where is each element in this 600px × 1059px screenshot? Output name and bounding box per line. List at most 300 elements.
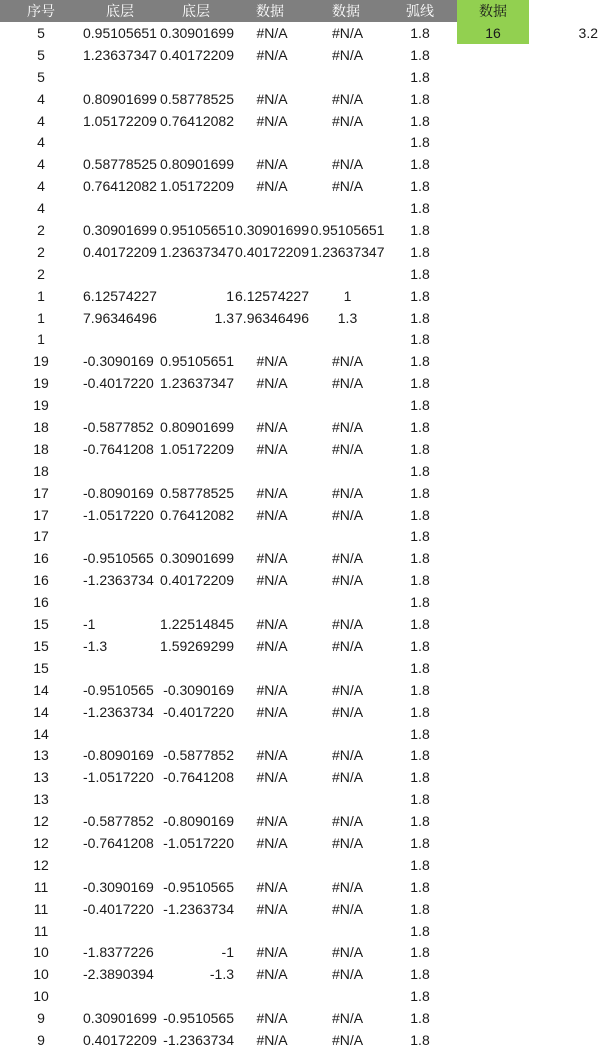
data-value-2[interactable]: #N/A: [331, 747, 364, 764]
base-value-2[interactable]: [158, 66, 234, 88]
base-value-2[interactable]: 1.3: [214, 309, 234, 326]
data-value-2[interactable]: #N/A: [331, 1031, 364, 1048]
data-value-2[interactable]: [310, 788, 385, 810]
base-value-2[interactable]: [158, 131, 234, 153]
row-index[interactable]: 2: [37, 265, 45, 282]
row-index[interactable]: 17: [33, 506, 49, 523]
arc-value[interactable]: 1.8: [410, 331, 430, 348]
data-value-1[interactable]: 0.40172209: [235, 243, 309, 260]
base-value-2[interactable]: -0.5877852: [163, 747, 234, 764]
table-row: [0, 394, 600, 416]
data-value-1[interactable]: [234, 920, 310, 942]
data-value-1[interactable]: #N/A: [256, 747, 288, 764]
data-value-2[interactable]: #N/A: [331, 112, 364, 129]
data-value-1[interactable]: #N/A: [256, 703, 288, 720]
arc-value[interactable]: 1.8: [410, 594, 430, 611]
base-value-1[interactable]: [83, 591, 158, 613]
base-value-2[interactable]: 1.22514845: [160, 616, 234, 633]
data-value-1[interactable]: [234, 657, 310, 679]
arc-value[interactable]: 1.8: [410, 572, 430, 589]
data-value-2[interactable]: #N/A: [331, 90, 364, 107]
base-value-1[interactable]: -0.4017220: [83, 900, 154, 917]
base-value-2[interactable]: 0.40172209: [160, 46, 234, 63]
data-value-1[interactable]: #N/A: [256, 637, 288, 654]
row-index[interactable]: 16: [33, 572, 49, 589]
data-value-1[interactable]: #N/A: [256, 46, 288, 63]
table-row: [0, 898, 600, 920]
data-value-1[interactable]: #N/A: [256, 834, 288, 851]
data-value-2[interactable]: #N/A: [331, 506, 364, 523]
arc-value[interactable]: 1.8: [410, 68, 430, 85]
data-value-2[interactable]: [310, 394, 385, 416]
arc-value[interactable]: 1.8: [410, 397, 430, 414]
base-value-1[interactable]: 1.05172209: [83, 112, 157, 129]
data-value-1[interactable]: #N/A: [256, 156, 288, 173]
base-value-2[interactable]: -0.9510565: [163, 1010, 234, 1027]
base-value-1[interactable]: [83, 788, 158, 810]
data-value-2[interactable]: #N/A: [331, 878, 364, 895]
table-row: [0, 635, 600, 657]
base-value-2[interactable]: 0.95105651: [160, 353, 234, 370]
base-value-2[interactable]: [158, 197, 234, 219]
arc-value[interactable]: 1.8: [410, 134, 430, 151]
data-value-1[interactable]: #N/A: [256, 813, 288, 830]
base-value-2[interactable]: 0.30901699: [160, 550, 234, 567]
data-value-2[interactable]: [310, 460, 385, 482]
base-value-2[interactable]: -0.4017220: [163, 703, 234, 720]
row-index[interactable]: 18: [33, 462, 49, 479]
data-value-1[interactable]: [234, 263, 310, 285]
data-value-2[interactable]: 1: [343, 287, 352, 304]
data-value-1[interactable]: [234, 328, 310, 350]
data-value-1[interactable]: #N/A: [256, 616, 288, 633]
data-value-2[interactable]: [310, 525, 385, 547]
data-value-1[interactable]: #N/A: [256, 112, 288, 129]
base-value-2[interactable]: 0.40172209: [160, 572, 234, 589]
base-value-2[interactable]: 0.58778525: [160, 484, 234, 501]
row-index[interactable]: 11: [33, 878, 49, 895]
data-value-2[interactable]: #N/A: [331, 156, 364, 173]
data-value-2[interactable]: [310, 328, 385, 350]
arc-value[interactable]: 1.8: [410, 550, 430, 567]
row-index[interactable]: 4: [37, 112, 45, 129]
row-index[interactable]: 10: [33, 944, 49, 961]
arc-value[interactable]: 1.8: [410, 287, 430, 304]
row-index[interactable]: 13: [33, 791, 49, 808]
base-value-1[interactable]: -0.7641208: [83, 834, 154, 851]
table-row: [0, 657, 600, 679]
table-row: [0, 1007, 600, 1029]
arc-value[interactable]: 1.8: [410, 353, 430, 370]
row-index[interactable]: 10: [33, 966, 49, 983]
base-value-2[interactable]: [158, 460, 234, 482]
base-value-2[interactable]: 1.23637347: [160, 375, 234, 392]
base-value-2[interactable]: 0.76412082: [160, 506, 234, 523]
row-index[interactable]: 11: [33, 922, 49, 939]
row-index[interactable]: 19: [33, 397, 49, 414]
data-input-value[interactable]: 16: [485, 25, 501, 41]
base-value-1[interactable]: -1.0517220: [83, 769, 154, 786]
table-row: [0, 788, 600, 810]
header-bar: [0, 0, 457, 22]
row-index[interactable]: 12: [33, 813, 49, 830]
base-value-2[interactable]: [158, 263, 234, 285]
base-value-1[interactable]: -0.9510565: [83, 550, 154, 567]
base-value-1[interactable]: [83, 525, 158, 547]
base-value-2[interactable]: [158, 788, 234, 810]
base-value-2[interactable]: -1.3: [209, 966, 234, 983]
base-value-1[interactable]: 1.23637347: [83, 46, 157, 63]
data-value-1[interactable]: #N/A: [256, 878, 288, 895]
arc-value[interactable]: 1.8: [410, 659, 430, 676]
base-value-2[interactable]: [158, 723, 234, 745]
row-index[interactable]: 11: [33, 900, 49, 917]
data-value-1[interactable]: #N/A: [256, 25, 288, 41]
data-value-1[interactable]: #N/A: [256, 769, 288, 786]
row-index[interactable]: 13: [33, 747, 49, 764]
base-value-2[interactable]: 0.58778525: [160, 90, 234, 107]
base-value-1[interactable]: -0.7641208: [83, 440, 154, 457]
header-base-2: 底层: [182, 3, 210, 19]
base-value-1[interactable]: 0.40172209: [83, 243, 157, 260]
data-value-2[interactable]: #N/A: [331, 616, 364, 633]
data-value-1[interactable]: [234, 197, 310, 219]
data-value-2[interactable]: 1.23637347: [310, 243, 385, 260]
data-value-1[interactable]: #N/A: [256, 375, 288, 392]
arc-value[interactable]: 1.8: [410, 922, 430, 939]
base-value-1[interactable]: -0.5877852: [83, 813, 154, 830]
base-value-1[interactable]: -0.5877852: [83, 419, 154, 436]
row-index[interactable]: 1: [37, 287, 45, 304]
data-value-2[interactable]: #N/A: [331, 484, 364, 501]
arc-value[interactable]: 1.8: [410, 440, 430, 457]
arc-value[interactable]: 1.8: [410, 112, 430, 129]
data-value-1[interactable]: [234, 131, 310, 153]
data-value-2[interactable]: #N/A: [331, 681, 364, 698]
arc-value[interactable]: 1.8: [410, 506, 430, 523]
base-value-1[interactable]: -0.8090169: [83, 484, 154, 501]
data-value-2[interactable]: #N/A: [331, 944, 364, 961]
arc-value[interactable]: 1.8: [410, 681, 430, 698]
base-value-1[interactable]: 0.80901699: [83, 90, 157, 107]
row-index[interactable]: 19: [33, 353, 49, 370]
base-value-1[interactable]: [83, 328, 158, 350]
data-value-2[interactable]: [310, 197, 385, 219]
data-value-2[interactable]: #N/A: [331, 769, 364, 786]
data-value-2[interactable]: #N/A: [331, 813, 364, 830]
header-base-1: 底层: [106, 3, 134, 19]
data-value-2[interactable]: [310, 263, 385, 285]
arc-value[interactable]: 1.8: [410, 725, 430, 742]
arc-value[interactable]: 1.8: [410, 90, 430, 107]
arc-value[interactable]: 1.8: [410, 834, 430, 851]
base-value-1[interactable]: 0.95105651: [83, 25, 157, 41]
row-index[interactable]: 12: [33, 834, 49, 851]
data-value-1[interactable]: [234, 723, 310, 745]
data-value-1[interactable]: [234, 460, 310, 482]
arc-value[interactable]: 1.8: [410, 944, 430, 961]
base-value-1[interactable]: -0.3090169: [83, 878, 154, 895]
arc-value[interactable]: 1.8: [410, 1010, 430, 1027]
base-value-2[interactable]: [158, 985, 234, 1007]
base-value-2[interactable]: 1.59269299: [160, 637, 234, 654]
data-value-2[interactable]: #N/A: [331, 966, 364, 983]
base-value-2[interactable]: [158, 591, 234, 613]
arc-value[interactable]: 1.8: [410, 769, 430, 786]
row-index[interactable]: 9: [37, 1031, 45, 1048]
row-index[interactable]: 14: [33, 681, 49, 698]
data-value-2[interactable]: #N/A: [331, 1010, 364, 1027]
arc-value[interactable]: 1.8: [410, 265, 430, 282]
base-value-2[interactable]: -0.7641208: [163, 769, 234, 786]
base-value-2[interactable]: [158, 657, 234, 679]
data-value-2[interactable]: #N/A: [331, 637, 364, 654]
row-index[interactable]: 16: [33, 594, 49, 611]
table-row: [0, 701, 600, 723]
base-value-1[interactable]: -0.8090169: [83, 747, 154, 764]
data-value-1[interactable]: [234, 525, 310, 547]
row-index[interactable]: 18: [33, 440, 49, 457]
base-value-2[interactable]: [158, 525, 234, 547]
base-value-2[interactable]: 1.23637347: [160, 243, 234, 260]
row-index[interactable]: 5: [37, 46, 45, 63]
arc-value[interactable]: 1.8: [410, 419, 430, 436]
table-row: [0, 44, 600, 66]
data-value-2[interactable]: #N/A: [331, 703, 364, 720]
base-value-1[interactable]: -1.0517220: [83, 506, 154, 523]
arc-value[interactable]: 1.8: [410, 637, 430, 654]
data-value-2[interactable]: #N/A: [331, 25, 364, 41]
data-value-2[interactable]: 0.95105651: [310, 222, 385, 239]
data-value-1[interactable]: [234, 788, 310, 810]
data-value-1[interactable]: #N/A: [256, 966, 288, 983]
base-value-2[interactable]: [158, 328, 234, 350]
data-value-1[interactable]: [234, 985, 310, 1007]
base-value-1[interactable]: [83, 131, 158, 153]
base-value-2[interactable]: -1: [221, 944, 234, 961]
data-value-2[interactable]: [310, 985, 385, 1007]
base-value-2[interactable]: 1.05172209: [160, 178, 234, 195]
arc-value[interactable]: 1.8: [410, 1031, 430, 1048]
arc-value[interactable]: 1.8: [410, 243, 430, 260]
row-index[interactable]: 15: [33, 616, 49, 633]
row-index[interactable]: 1: [37, 309, 45, 326]
arc-value[interactable]: 1.8: [410, 222, 430, 239]
base-value-1[interactable]: [83, 394, 158, 416]
base-value-2[interactable]: -1.0517220: [163, 834, 234, 851]
data-value-1[interactable]: #N/A: [256, 681, 288, 698]
base-value-2[interactable]: [158, 394, 234, 416]
base-value-1[interactable]: 0.30901699: [83, 1010, 157, 1027]
base-value-1[interactable]: -2.3890394: [83, 966, 154, 983]
data-value-1[interactable]: #N/A: [256, 1031, 288, 1048]
row-index[interactable]: 12: [33, 856, 49, 873]
data-value-1[interactable]: #N/A: [256, 90, 288, 107]
data-value-1[interactable]: [234, 591, 310, 613]
arc-value[interactable]: 1.8: [410, 813, 430, 830]
arc-value[interactable]: 1.8: [410, 462, 430, 479]
data-value-1[interactable]: #N/A: [256, 572, 288, 589]
arc-value[interactable]: 1.8: [410, 528, 430, 545]
data-value-1[interactable]: [234, 854, 310, 876]
data-value-2[interactable]: #N/A: [331, 900, 364, 917]
arc-value[interactable]: 1.8: [410, 856, 430, 873]
data-value-2[interactable]: [310, 657, 385, 679]
base-value-1[interactable]: 7.96346496: [83, 309, 157, 326]
row-index[interactable]: 15: [33, 659, 49, 676]
row-index[interactable]: 1: [37, 331, 45, 348]
data-value-1[interactable]: [234, 394, 310, 416]
arc-value[interactable]: 1.8: [410, 900, 430, 917]
data-value-2[interactable]: #N/A: [331, 572, 364, 589]
base-value-1[interactable]: -1.3: [83, 637, 108, 654]
row-index[interactable]: 4: [37, 90, 45, 107]
data-value-1[interactable]: #N/A: [256, 419, 288, 436]
data-value-2[interactable]: [310, 723, 385, 745]
data-value-2[interactable]: [310, 591, 385, 613]
base-value-2[interactable]: 0.80901699: [160, 156, 234, 173]
row-index[interactable]: 2: [37, 222, 45, 239]
row-index[interactable]: 19: [33, 375, 49, 392]
table-row: [0, 372, 600, 394]
arc-value[interactable]: 1.8: [410, 988, 430, 1005]
arc-value[interactable]: 1.8: [410, 747, 430, 764]
base-value-1[interactable]: 0.58778525: [83, 156, 157, 173]
data-value-1[interactable]: 7.96346496: [235, 309, 309, 326]
data-value-2[interactable]: #N/A: [331, 419, 364, 436]
data-value-2[interactable]: #N/A: [331, 46, 364, 63]
row-index[interactable]: 15: [33, 637, 49, 654]
arc-value[interactable]: 1.8: [410, 791, 430, 808]
row-index[interactable]: 17: [33, 484, 49, 501]
data-value-1[interactable]: [234, 66, 310, 88]
data-value-2[interactable]: #N/A: [331, 178, 364, 195]
base-value-2[interactable]: -1.2363734: [163, 1031, 234, 1048]
base-value-1[interactable]: [83, 920, 158, 942]
arc-value[interactable]: 1.8: [410, 616, 430, 633]
base-value-2[interactable]: 1.05172209: [160, 440, 234, 457]
arc-value[interactable]: 1.8: [410, 375, 430, 392]
data-value-1[interactable]: #N/A: [256, 440, 288, 457]
data-value-1[interactable]: #N/A: [256, 506, 288, 523]
data-value-2[interactable]: [310, 66, 385, 88]
arc-value[interactable]: 1.8: [410, 156, 430, 173]
data-value-1[interactable]: #N/A: [256, 353, 288, 370]
base-value-1[interactable]: -1.8377226: [83, 944, 154, 961]
data-value-1[interactable]: #N/A: [256, 484, 288, 501]
row-index[interactable]: 4: [37, 134, 45, 151]
base-value-1[interactable]: [83, 657, 158, 679]
data-value-2[interactable]: 1.3: [337, 309, 358, 326]
table-row: [0, 350, 600, 372]
base-value-1[interactable]: 0.40172209: [83, 1031, 157, 1048]
base-value-2[interactable]: 0.30901699: [160, 25, 234, 41]
base-value-1[interactable]: 0.30901699: [83, 222, 157, 239]
base-value-2[interactable]: 0.95105651: [160, 222, 234, 239]
data-value-1[interactable]: #N/A: [256, 550, 288, 567]
base-value-1[interactable]: -0.9510565: [83, 681, 154, 698]
data-value-2[interactable]: [310, 854, 385, 876]
base-value-1[interactable]: [83, 197, 158, 219]
data-value-1[interactable]: 0.30901699: [235, 222, 309, 239]
base-value-2[interactable]: -0.8090169: [163, 813, 234, 830]
data-value-2[interactable]: [310, 131, 385, 153]
row-index[interactable]: 4: [37, 178, 45, 195]
row-index[interactable]: 14: [33, 725, 49, 742]
arc-value[interactable]: 1.8: [410, 178, 430, 195]
data-value-2[interactable]: [310, 920, 385, 942]
base-value-1[interactable]: 6.12574227: [83, 287, 157, 304]
header-index: 序号: [27, 3, 55, 19]
row-index[interactable]: 18: [33, 419, 49, 436]
base-value-2[interactable]: 0.76412082: [160, 112, 234, 129]
row-index[interactable]: 10: [33, 988, 49, 1005]
arc-value[interactable]: 1.8: [410, 25, 430, 41]
base-value-1[interactable]: [83, 854, 158, 876]
base-value-1[interactable]: -0.3090169: [83, 353, 154, 370]
table-row: [0, 328, 600, 350]
row-index[interactable]: 5: [37, 25, 45, 41]
data-value-1[interactable]: #N/A: [256, 178, 288, 195]
arc-value[interactable]: 1.8: [410, 309, 430, 326]
data-value-1[interactable]: #N/A: [256, 1010, 288, 1027]
base-value-2[interactable]: [158, 920, 234, 942]
arc-value[interactable]: 1.8: [410, 878, 430, 895]
base-value-2[interactable]: [158, 854, 234, 876]
arc-value[interactable]: 1.8: [410, 46, 430, 63]
table-row: [0, 723, 600, 745]
arc-value[interactable]: 1.8: [410, 484, 430, 501]
base-value-2[interactable]: -1.2363734: [163, 900, 234, 917]
base-value-1[interactable]: -1.2363734: [83, 703, 154, 720]
data-value-2[interactable]: #N/A: [331, 550, 364, 567]
base-value-2[interactable]: 0.80901699: [160, 419, 234, 436]
row-index[interactable]: 4: [37, 156, 45, 173]
data-value-1[interactable]: #N/A: [256, 900, 288, 917]
data-value-1[interactable]: #N/A: [256, 944, 288, 961]
arc-value[interactable]: 1.8: [410, 200, 430, 217]
data-value-2[interactable]: #N/A: [331, 440, 364, 457]
base-value-1[interactable]: 0.76412082: [83, 178, 157, 195]
row-index[interactable]: 2: [37, 243, 45, 260]
arc-value[interactable]: 1.8: [410, 966, 430, 983]
data-value-2[interactable]: #N/A: [331, 375, 364, 392]
base-value-1[interactable]: [83, 985, 158, 1007]
base-value-1[interactable]: [83, 66, 158, 88]
base-value-2[interactable]: -0.3090169: [163, 681, 234, 698]
base-value-2[interactable]: -0.9510565: [163, 878, 234, 895]
table-row: [0, 263, 600, 285]
row-index[interactable]: 5: [37, 68, 45, 85]
arc-value[interactable]: 1.8: [410, 703, 430, 720]
base-value-1[interactable]: [83, 263, 158, 285]
data-value-1[interactable]: 6.12574227: [235, 287, 309, 304]
row-index[interactable]: 16: [33, 550, 49, 567]
data-value-2[interactable]: #N/A: [331, 353, 364, 370]
base-value-1[interactable]: -1.2363734: [83, 572, 154, 589]
row-index[interactable]: 4: [37, 200, 45, 217]
base-value-1[interactable]: [83, 460, 158, 482]
base-value-1[interactable]: -1: [83, 616, 96, 633]
row-index[interactable]: 13: [33, 769, 49, 786]
base-value-2[interactable]: 1: [226, 287, 234, 304]
row-index[interactable]: 17: [33, 528, 49, 545]
row-index[interactable]: 9: [37, 1010, 45, 1027]
data-value-2[interactable]: #N/A: [331, 834, 364, 851]
base-value-1[interactable]: [83, 723, 158, 745]
row-index[interactable]: 14: [33, 703, 49, 720]
base-value-1[interactable]: -0.4017220: [83, 375, 154, 392]
